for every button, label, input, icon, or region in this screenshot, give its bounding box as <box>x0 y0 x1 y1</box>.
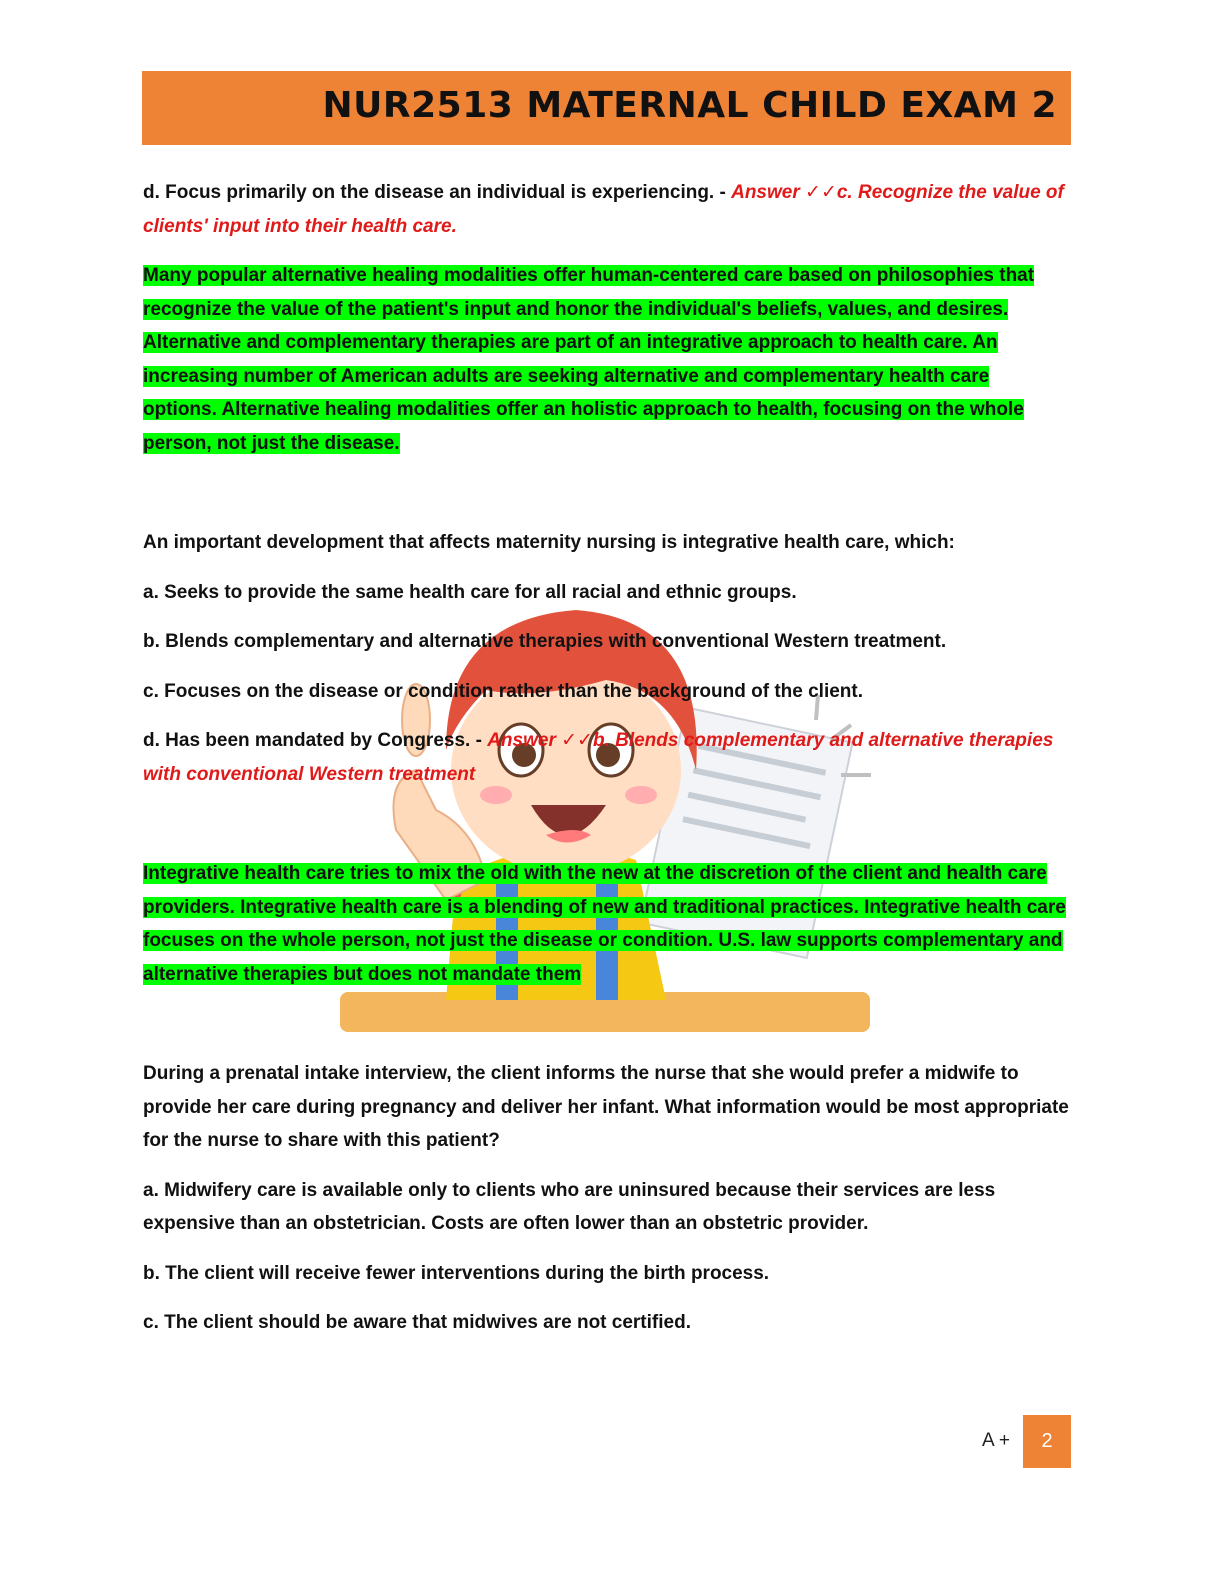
q2-option-c: c. Focuses on the disease or condition rather than the background of the client. <box>143 680 863 702</box>
q2-option-a: a. Seeks to provide the same health care for all racial and ethnic groups. <box>143 581 797 603</box>
q2-stem: An important development that affects maternity nursing is integrative health care, which: <box>143 532 955 553</box>
q1-answer: Answer ✓✓c. Recognize the value of clients' input into their health care. <box>143 182 1064 237</box>
document-body <box>143 176 1073 1340</box>
q2-option-d: d. Has been mandated by Congress. - Answer ✓✓b. Blends complementary and alternative therapies with conventional Western treatment <box>143 730 1054 785</box>
q1-option-d: d. Focus primarily on the disease an individual is experiencing. - Answer ✓✓c. Recognize the value of clients' input into their health care. <box>143 182 1064 237</box>
q1-rationale: Many popular alternative healing modalities offer human-centered care based on philosophies that recognize the value of the patient's input and honor the individual's beliefs, values, and desires. Alternative and complementary therapies are part of an integrative approach to health care. An increasing number of American adults are seeking alternative and complementary health care options. Alternative healing modalities offer an holistic approach to health, focusing on the whole person, not just the disease. <box>143 265 1035 454</box>
q3-option-a: a. Midwifery care is available only to clients who are uninsured because their services are less expensive than an obstetrician. Costs are often lower than an obstetric provider. <box>143 1179 996 1234</box>
page-number: 2 <box>1023 1415 1071 1468</box>
q3-option-c: c. The client should be aware that midwives are not certified. <box>143 1312 691 1333</box>
q3-option-b: b. The client will receive fewer interventions during the birth process. <box>143 1262 770 1284</box>
q2-option-b: b. Blends complementary and alternative therapies with conventional Western treatment. <box>143 631 947 652</box>
q2-answer: Answer ✓✓b. Blends complementary and alternative therapies with conventional Western treatment <box>143 730 1054 785</box>
page-header <box>142 71 1071 145</box>
document-title: NUR2513 MATERNAL CHILD EXAM 2 <box>322 85 1057 126</box>
q2-rationale: Integrative health care tries to mix the old with the new at the discretion of the client and health care providers. Integrative health care is a blending of new and traditional practices. Integrative health care focuses on the whole person, not just the disease or condition. U.S. law supports complementary and alternative therapies but does not mandate them <box>143 863 1066 985</box>
grade-label: A + <box>982 1430 1010 1451</box>
q3-stem: During a prenatal intake interview, the client informs the nurse that she would prefer a midwife to provide her care during pregnancy and deliver her infant. What information would be most appropriate for the nurse to share with this patient? <box>143 1063 1069 1151</box>
